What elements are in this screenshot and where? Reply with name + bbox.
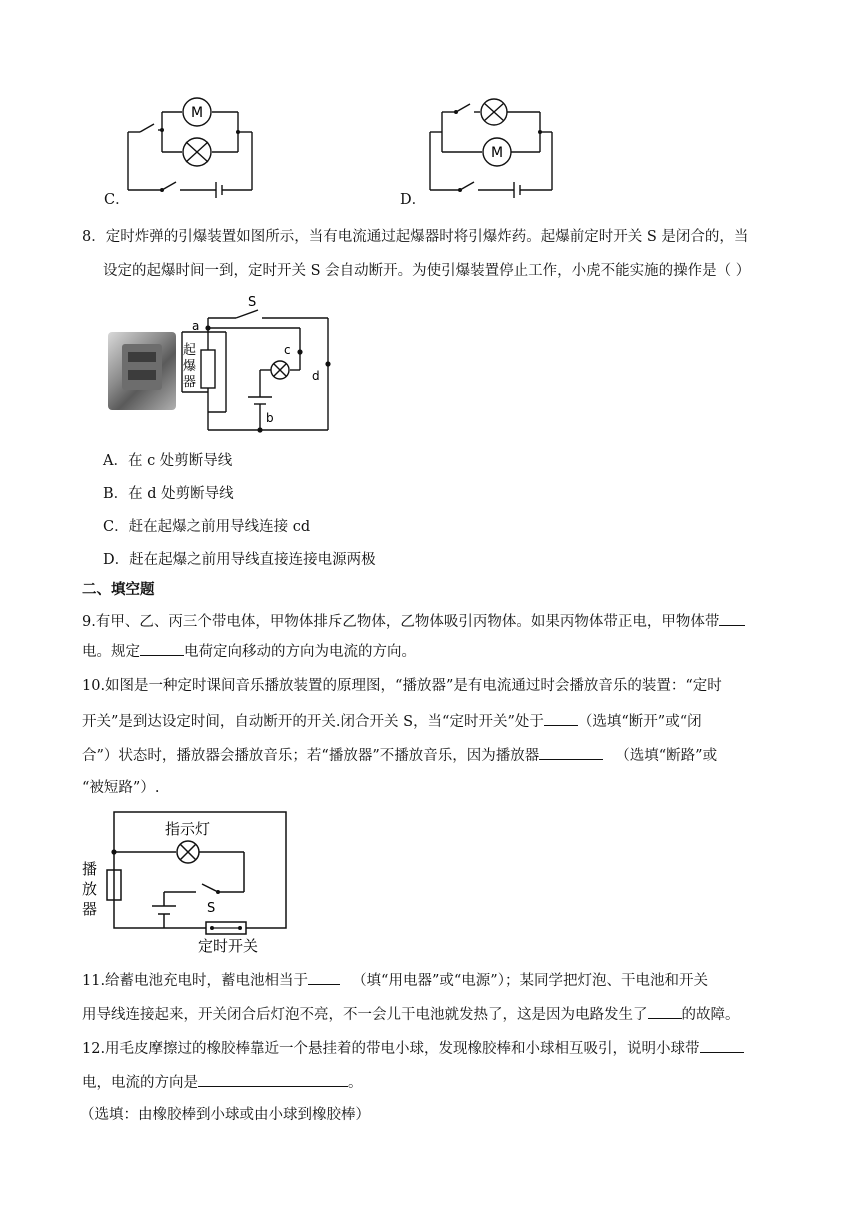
q11-text-1b: （填“用电器”或“电源”）；某同学把灯泡、干电池和开关 bbox=[352, 973, 708, 989]
q10-blank-2[interactable] bbox=[539, 744, 603, 760]
q9-line-2 bbox=[82, 640, 416, 662]
q9-blank-1[interactable] bbox=[719, 610, 745, 626]
q10-line-2 bbox=[82, 710, 702, 732]
q11-text-2a: 用导线连接起来，开关闭合后灯泡不亮，不一会儿干电池就发热了，这是因为电路发生了 bbox=[82, 1007, 648, 1023]
q9-line-1 bbox=[82, 610, 745, 632]
q9-text-2: 电。规定 bbox=[82, 644, 140, 660]
q11-blank-2[interactable] bbox=[648, 1003, 682, 1019]
player-char-1: 播 bbox=[82, 860, 98, 878]
q10-blank-1[interactable] bbox=[544, 710, 578, 726]
circuit-figure-option-c bbox=[120, 90, 270, 200]
detonator-photo bbox=[108, 332, 176, 410]
q10-text-2b: （选填“断开”或“闭 bbox=[577, 714, 702, 730]
q8-option-b: B．在 d 处剪断导线 bbox=[103, 486, 234, 502]
switch-label-s: S bbox=[248, 295, 257, 310]
q10-text-3b: （选填“断路”或 bbox=[615, 748, 718, 764]
indicator-lamp-label: 指示灯 bbox=[165, 820, 211, 838]
q12-blank-1[interactable] bbox=[700, 1037, 744, 1053]
q12-blank-2[interactable] bbox=[198, 1071, 348, 1087]
q10-text-2a: 开关”是到达设定时间，自动断开的开关.闭合开关 S，当“定时开关”处于 bbox=[82, 714, 544, 730]
q11-text-1a: 11.给蓄电池充电时，蓄电池相当于 bbox=[82, 973, 309, 989]
q12-line-1 bbox=[82, 1037, 744, 1059]
motor-symbol: M bbox=[490, 145, 504, 161]
q8-option-c: C．赶在起爆之前用导线连接 cd bbox=[103, 519, 311, 535]
q8-stem-line-2: 设定的起爆时间一到，定时开关 S 会自动断开。为使引爆装置停止工作，小虎不能实施的操作是（ ） bbox=[103, 263, 751, 279]
q10-line-4: “被短路”）. bbox=[82, 780, 160, 796]
q8-stem-line-1: 8．定时炸弹的引爆装置如图所示，当有电流通过起爆器时将引爆炸药。起爆前定时开关 S 是闭合的，当 bbox=[82, 229, 749, 245]
q8-option-d: D．赶在起爆之前用导线直接连接电源两极 bbox=[103, 552, 376, 568]
circuit-figure-option-d bbox=[420, 90, 570, 200]
q9-blank-2[interactable] bbox=[140, 640, 184, 656]
detonator-char-1: 起 bbox=[183, 343, 197, 358]
option-d-label: D． bbox=[400, 192, 427, 208]
q10-circuit-diagram bbox=[80, 808, 295, 958]
q9-text-1: 9.有甲、乙、丙三个带电体，甲物体排斥乙物体，乙物体吸引丙物体。如果丙物体带正电，甲物体带 bbox=[82, 614, 720, 630]
q10-line-1: 10.如图是一种定时课间音乐播放装置的原理图，“播放器”是有电流通过时会播放音乐的装置：“定时 bbox=[82, 678, 722, 694]
q11-text-2b: 的故障。 bbox=[681, 1007, 740, 1023]
motor-symbol: M bbox=[190, 105, 204, 121]
q11-blank-1[interactable] bbox=[308, 969, 340, 985]
option-c-label: C． bbox=[104, 192, 130, 208]
section-heading: 二、填空题 bbox=[82, 581, 155, 598]
q9-text-3: 电荷定向移动的方向为电流的方向。 bbox=[184, 644, 416, 660]
player-char-2: 放 bbox=[82, 880, 98, 898]
q11-line-1 bbox=[82, 969, 708, 991]
q12-line-2 bbox=[82, 1071, 363, 1093]
q12-text-1: 12.用毛皮摩擦过的橡胶棒靠近一个悬挂着的带电小球，发现橡胶棒和小球相互吸引，说明小球带 bbox=[82, 1041, 700, 1057]
detonator-char-2: 爆 bbox=[183, 359, 197, 374]
node-label-d: d bbox=[312, 369, 320, 383]
q12-text-2b: 。 bbox=[348, 1075, 363, 1091]
node-label-b: b bbox=[266, 411, 274, 425]
detonator-char-3: 器 bbox=[183, 375, 197, 390]
switch-label-s: S bbox=[207, 901, 216, 916]
node-label-c: c bbox=[284, 343, 291, 357]
q12-line-3: （选填：由橡胶棒到小球或由小球到橡胶棒） bbox=[80, 1107, 370, 1123]
q10-line-3 bbox=[82, 744, 717, 766]
node-label-a: a bbox=[192, 319, 200, 333]
q10-text-3a: 合”）状态时，播放器会播放音乐；若“播放器”不播放音乐，因为播放器 bbox=[82, 748, 540, 764]
player-char-3: 器 bbox=[82, 900, 98, 918]
q11-line-2 bbox=[82, 1003, 740, 1025]
q8-circuit-diagram bbox=[178, 292, 348, 437]
q8-option-a: A．在 c 处剪断导线 bbox=[103, 453, 233, 469]
timer-switch-label: 定时开关 bbox=[198, 937, 259, 955]
q12-text-2a: 电，电流的方向是 bbox=[82, 1075, 198, 1091]
